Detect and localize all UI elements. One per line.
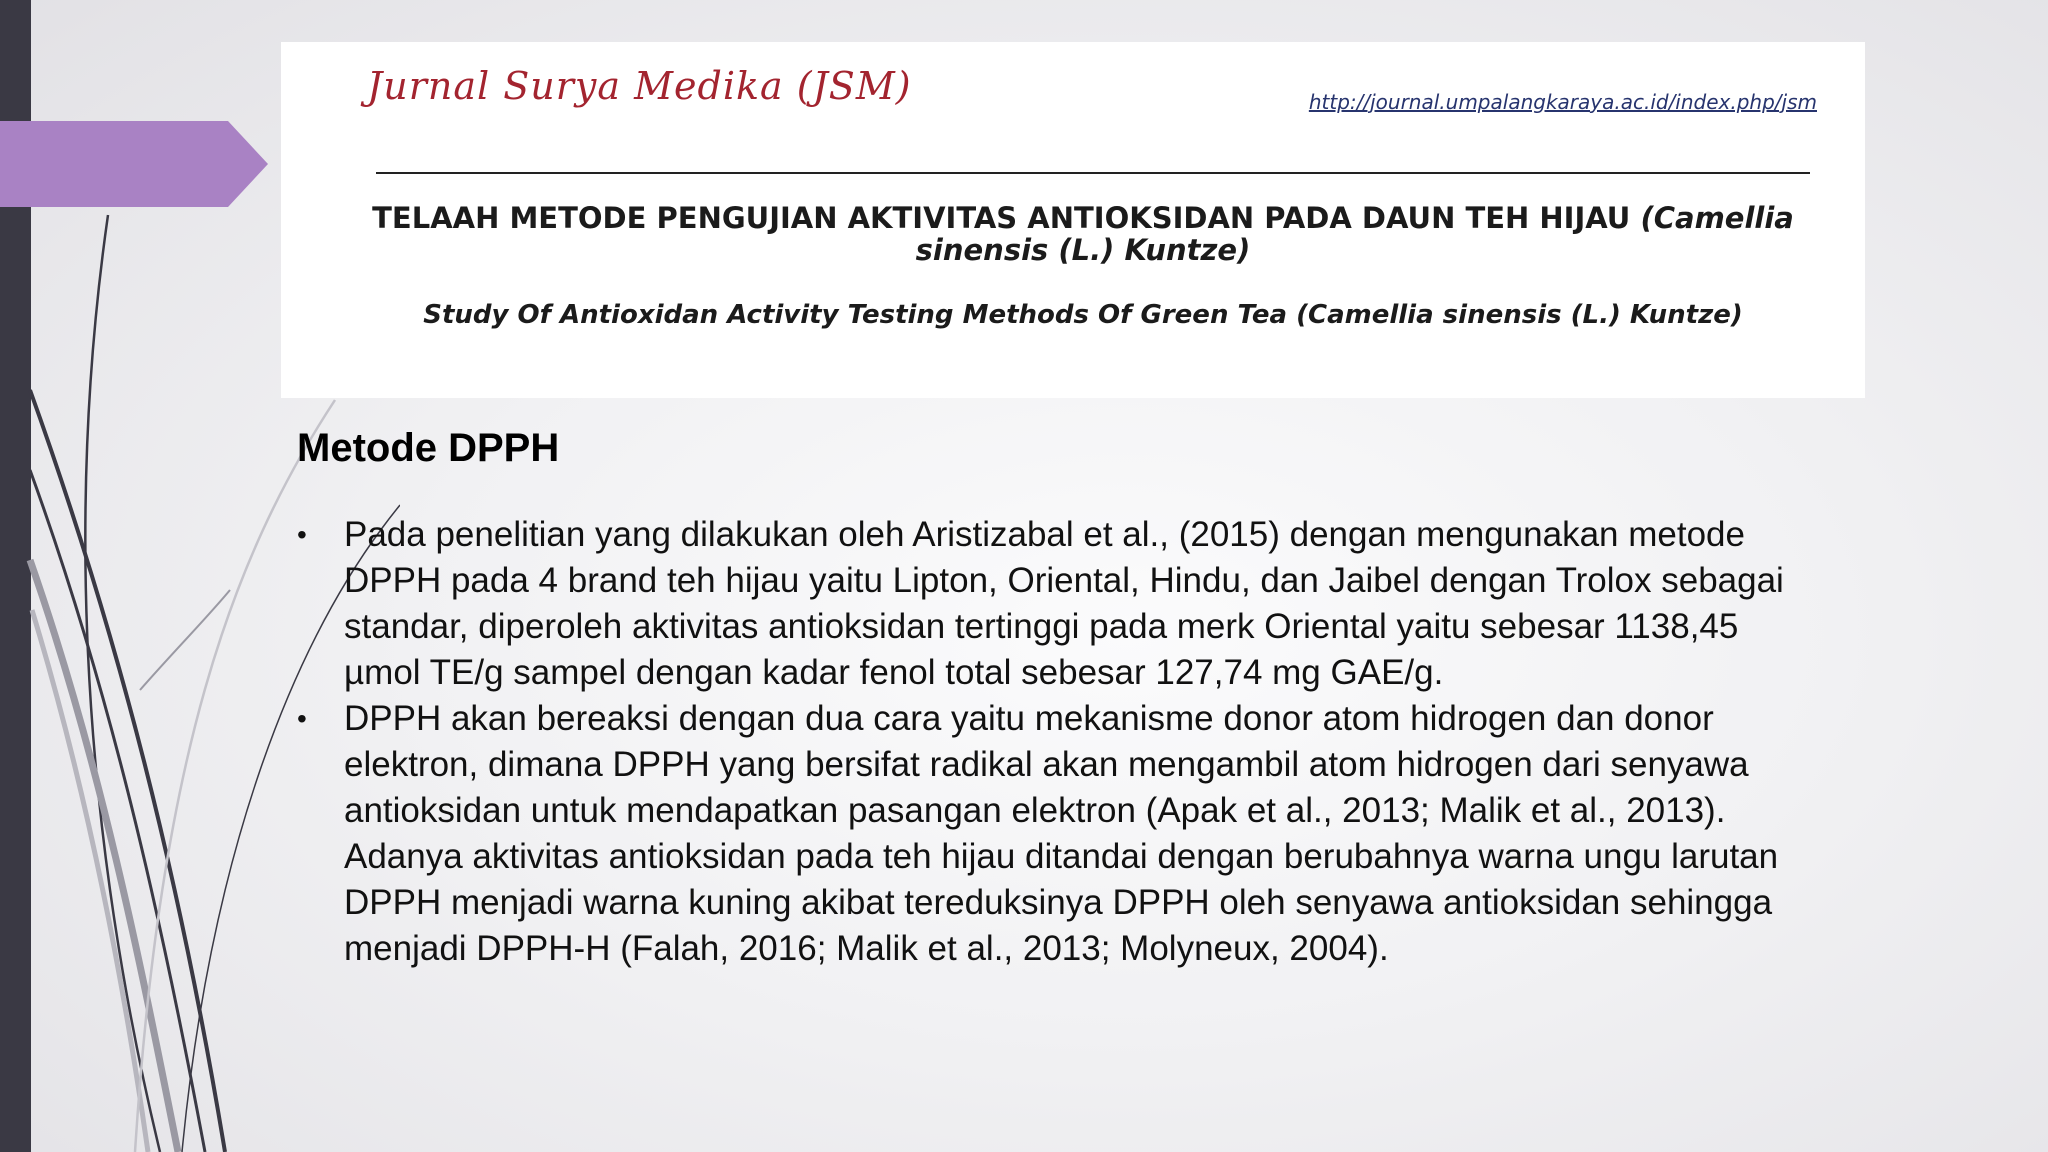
paper-title-main: TELAAH METODE PENGUJIAN AKTIVITAS ANTIOKSIDAN PADA DAUN TEH HIJAU [372, 201, 1631, 235]
journal-header-image [281, 42, 1865, 398]
journal-url: http://journal.umpalangkaraya.ac.id/index.php/jsm [1308, 90, 1817, 114]
paper-title [351, 202, 1815, 266]
bullet-item [297, 696, 1797, 972]
journal-name: Jurnal Surya Medika (JSM) [367, 64, 912, 108]
bullet-text: DPPH akan bereaksi dengan dua cara yaitu mekanisme donor atom hidrogen dan donor elektron, dimana DPPH yang bersifat radikal akan mengambil atom hidrogen dari senyawa antioksidan untuk mendapatkan pasangan elektron (Apak et al., 2013; Malik et al., 2013). Adanya aktivitas antioksidan pada teh hijau ditandai dengan berubahnya warna ungu larutan DPPH menjadi warna kuning akibat tereduksinya DPPH oleh senyawa antioksidan sehingga menjadi DPPH-H (Falah, 2016; Malik et al., 2013; Molyneux, 2004). [344, 699, 1779, 968]
arrow-tab [0, 121, 270, 207]
paper-subtitle: Study Of Antioxidan Activity Testing Methods Of Green Tea (Camellia sinensis (L.) Kuntze) [423, 300, 1743, 330]
header-divider [376, 172, 1810, 174]
bullet-text: Pada penelitian yang dilakukan oleh Aristizabal et al., (2015) dengan mengunakan metode DPPH pada 4 brand teh hijau yaitu Lipton, Oriental, Hindu, dan Jaibel dengan Trolox sebagai standar, diperoleh aktivitas antioksidan tertinggi pada merk Oriental yaitu sebesar 1138,45 µmol TE/g sampel dengan kadar fenol total sebesar 127,74 mg GAE/g. [344, 515, 1784, 692]
bullet-list [297, 512, 1797, 972]
section-heading: Metode DPPH [297, 426, 560, 470]
paper-title-species: (Camellia sinensis (L.) Kuntze) [915, 201, 1794, 267]
bullet-dot: • [297, 519, 307, 550]
bullet-dot: • [297, 703, 307, 734]
bullet-item [297, 512, 1797, 696]
